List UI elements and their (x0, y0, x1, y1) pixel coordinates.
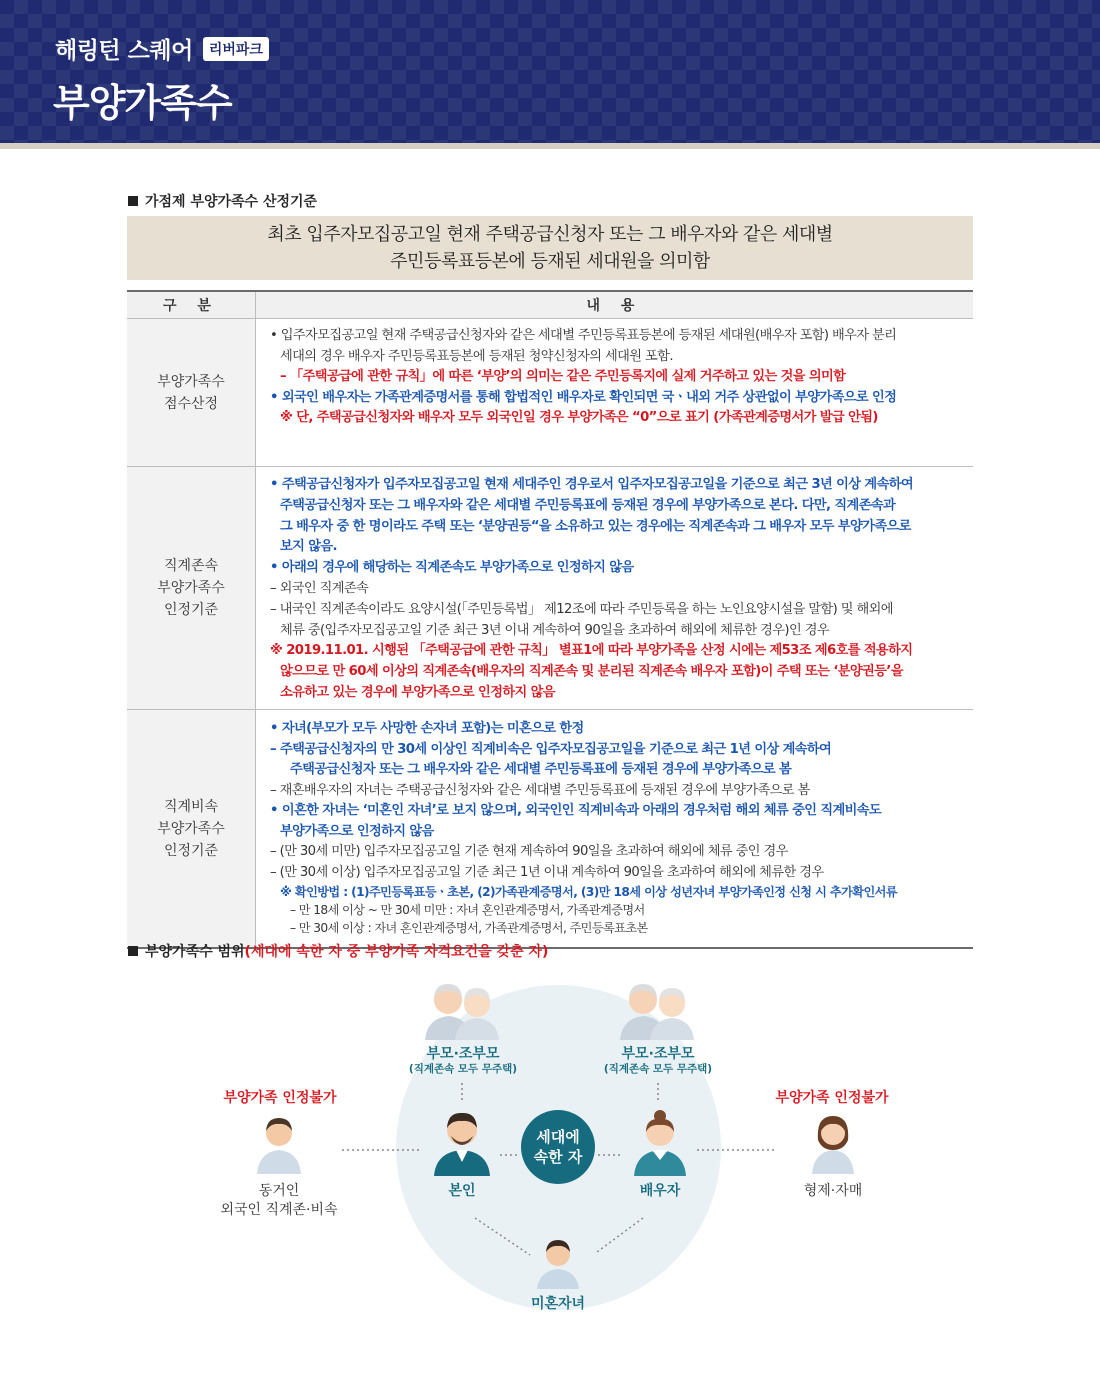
content-line: 세대의 경우 배우자 주민등록표등본에 등재된 청약신청자의 세대원 포함. (280, 348, 673, 364)
grandparents-note: (직계존속 모두 무주택) (603, 1063, 713, 1075)
content-line: • 외국인 배우자는 가족관계증명서를 통해 합법적인 배우자로 확인되면 국ㆍ내외 거주 상관없이 부양가족으로 인정 (270, 389, 897, 405)
spouse-person-icon (632, 1108, 688, 1176)
category-line: 부양가족수 (157, 820, 225, 837)
grandparents-icon (618, 980, 698, 1040)
content-line: 소유하고 있는 경우에 부양가족으로 인정하지 않음 (280, 684, 555, 700)
grandparents-note: (직계존속 모두 무주택) (408, 1063, 518, 1075)
content-line: ※ 2019.11.01. 시행된 「주택공급에 관한 규칙」 별표1에 따라 부양가족을 산정 시에는 제53조 제6호를 적용하지 (270, 643, 913, 659)
category-line: 인정기준 (163, 602, 219, 618)
spouse-label: 배우자 (639, 1183, 681, 1199)
content-line: ※ 단, 주택공급신청자와 배우자 모두 외국인일 경우 부양가족은 “0”으로 표기 (가족관계증명서가 발급 안됨) (280, 410, 878, 425)
page-title: 부양가족수 (53, 81, 232, 125)
content-line: – (만 30세 이상) 입주자모집공고일 기준 최근 1년 이내 계속하여 90일을 초과하여 해외에 체류한 경우 (270, 864, 824, 880)
category-line: 점수산정 (163, 395, 219, 412)
content-line: • 주택공급신청자가 입주자모집공고일 현재 세대주인 경우로서 입주자모집공고일을 기준으로 최근 3년 이상 계속하여 (270, 477, 913, 492)
content-line: – 주택공급신청자의 만 30세 이상인 직계비속은 입주자모집공고일을 기준으로 최근 1년 이상 계속하여 (270, 741, 832, 757)
category-line: 직계존속 (163, 558, 219, 574)
category-line: 부양가족수 (157, 580, 225, 596)
content-line: – 외국인 직계존속 (270, 580, 369, 596)
content-line: – (만 30세 미만) 입주자모집공고일 기준 현재 계속하여 90일을 초과하여 해외에 체류 중인 경우 (270, 844, 788, 859)
content-line: 주택공급신청자 또는 그 배우자와 같은 세대별 주민등록표에 등재된 경우에 부양가족으로 본다. 다만, 직계존속과 (280, 497, 896, 513)
column-header-content: 내 용 (586, 298, 643, 314)
content-line: 주택공급신청자 또는 그 배우자와 같은 세대별 주민등록표에 등재된 경우에 부양가족으로 봄 (290, 762, 792, 777)
content-line: 부양가족으로 인정하지 않음 (280, 823, 434, 839)
foreign-relatives-label: 외국인 직계존·비속 (220, 1202, 338, 1218)
content-line: 체류 중(입주자모집공고일 기준 최근 3년 이내 계속하여 90일을 초과하여 해외에 체류한 경우)인 경우 (280, 622, 829, 638)
content-line: – 만 30세 이상 : 자녀 혼인관계증명서, 가족관계증명서, 주민등록표초본 (290, 921, 648, 935)
sibling-person-icon (810, 1110, 856, 1174)
section-title-text: 부양가족수 범위 (145, 944, 245, 960)
self-label: 본인 (448, 1183, 476, 1199)
grandparents-label: 부모·조부모 (426, 1046, 500, 1062)
child-label: 미혼자녀 (530, 1296, 586, 1312)
content-line: – 내국인 직계존속이라도 요양시설(「주민등록법」 제12조에 따라 주민등록을 하는 노인요양시설을 말함) 및 해외에 (270, 601, 893, 617)
section-title-highlight: (세대에 속한 자 중 부양가족 자격요건을 갖춘 자) (244, 944, 549, 960)
content-line: • 이혼한 자녀는 ‘미혼인 자녀’로 보지 않으며, 외국인인 직계비속과 아래의 경우처럼 해외 체류 중인 직계비속도 (270, 803, 882, 818)
brand-badge: 리버파크 (203, 37, 269, 61)
sibling-label: 형제·자매 (803, 1183, 863, 1199)
self-person-icon (432, 1108, 492, 1176)
not-recognized-title: 부양가족 인정불가 (775, 1090, 889, 1106)
content-line: 그 배우자 중 한 명이라도 주택 또는 ‘분양권등“을 소유하고 있는 경우에는 직계존속과 그 배우자 모두 부양가족으로 (280, 518, 911, 534)
cohabitant-label: 동거인 (258, 1183, 300, 1199)
category-line: 부양가족수 (157, 373, 225, 390)
child-person-icon (535, 1235, 581, 1289)
center-line: 세대에 (536, 1128, 580, 1146)
category-line: 인정기준 (163, 842, 219, 859)
content-line: 보지 않음. (280, 539, 337, 555)
definition-line: 주민등록표등본에 등재된 세대원을 의미함 (390, 251, 710, 272)
content-line: • 자녀(부모가 모두 사망한 손자녀 포함)는 미혼으로 한정 (270, 721, 584, 736)
cohabitant-person-icon (255, 1112, 303, 1174)
category-line: 직계비속 (163, 798, 219, 815)
content-line: – 만 18세 이상 ~ 만 30세 미만 : 자녀 혼인관계증명서, 가족관계증명서 (290, 903, 645, 917)
section-title-text: 가점제 부양가족수 산정기준 (145, 194, 318, 210)
brand-name: 해링턴 스퀘어 (55, 38, 193, 64)
grandparents-icon (423, 980, 503, 1040)
column-header-category: 구 분 (127, 292, 256, 318)
content-line: 않으므로 만 60세 이상의 직계존속(배우자의 직계존속 및 분리된 직계존속 배우자 포함)이 주택 또는 ‘분양권등’을 (280, 664, 903, 680)
not-recognized-title: 부양가족 인정불가 (223, 1090, 337, 1106)
content-line: – 재혼배우자의 자녀는 주택공급신청자와 같은 세대별 주민등록표에 등재된 경우에 부양가족으로 봄 (270, 782, 810, 798)
grandparents-label: 부모·조부모 (621, 1046, 695, 1062)
center-line: 속한 자 (533, 1148, 583, 1166)
definition-line: 최초 입주자모집공고일 현재 주택공급신청자 또는 그 배우자와 같은 세대별 (267, 224, 833, 245)
content-line: – 「주택공급에 관한 규칙」에 따른 ‘부양’의 의미는 같은 주민등록지에 실제 거주하고 있는 것을 의미함 (280, 369, 846, 384)
content-line: • 입주자모집공고일 현재 주택공급신청자와 같은 세대별 주민등록표등본에 등재된 세대원(배우자 포함) 배우자 분리 (270, 328, 897, 343)
household-center (521, 1110, 595, 1184)
content-line: ※ 확인방법 : (1)주민등록표등ㆍ초본, (2)가족관계증명서, (3)만 18세 이상 성년자녀 부양가족인정 신청 시 추가확인서류 (280, 885, 897, 899)
content-line: • 아래의 경우에 해당하는 직계존속도 부양가족으로 인정하지 않음 (270, 560, 634, 576)
